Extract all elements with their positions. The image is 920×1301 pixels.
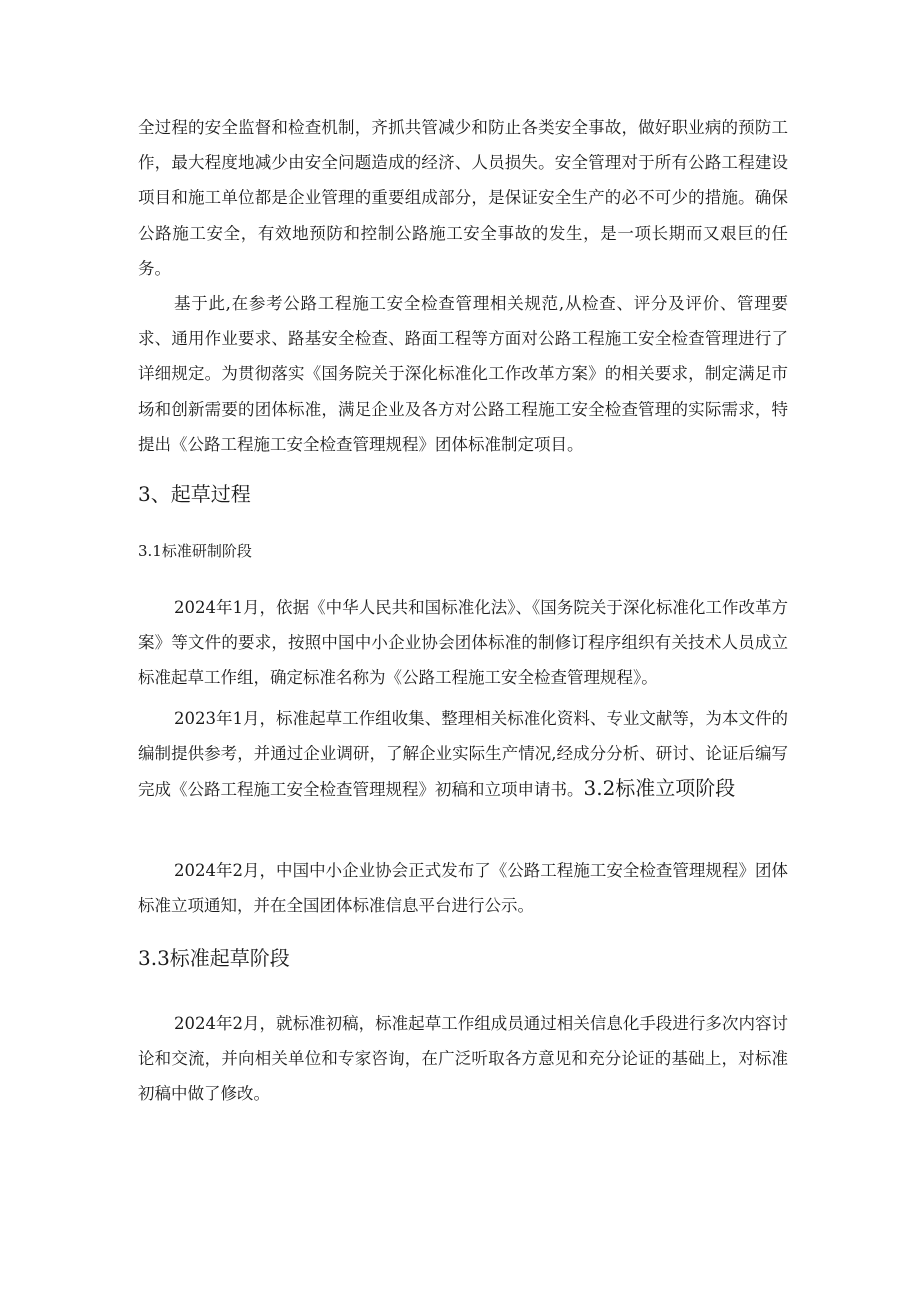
paragraph-safety-intro: 全过程的安全监督和检查机制，齐抓共管减少和防止各类安全事故，做好职业病的预防工作，最大程度地减少由安全问题造成的经济、人员损失。安全管理对于所有公路工程建设项目和施工单位都是企业管理的重要组成部分，是保证安全生产的必不可少的措施。确保公路施工安全，有效地预防和控制公路施工安全事故的发生，是一项长期而又艰巨的任务。	[138, 118, 788, 278]
paragraph-background: 基于此,在参考公路工程施工安全检查管理相关规范,从检查、评分及评价、管理要求、通用作业要求、路基安全检查、路面工程等方面对公路工程施工安全检查管理进行了详细规定。为贯彻落实《国务院关于深化标准化工作改革方案》的相关要求，制定满足市场和创新需要的团体标准，满足企业及各方对公路工程施工安全检查管理的实际需求，特提出《公路工程施工安全检查管理规程》团体标准制定项目。	[138, 294, 788, 454]
paragraph-research-jan-2024: 2024年1月，依据《中华人民共和国标准化法》、《国务院关于深化标准化工作改革方案》等文件的要求，按照中国中小企业协会团体标准的制修订程序组织有关技术人员成立标准起草工作组，确定标准名称为《公路工程施工安全检查管理规程》。	[138, 598, 788, 688]
paragraph-research-jan-2023-text: 2023年1月，标准起草工作组收集、整理相关标准化资料、专业文献等，为本文件的编制提供参考，并通过企业调研，了解企业实际生产情况,经成分分析、研讨、论证后编写完成《公路工程施工安全检查管理规程》初稿和立项申请书。	[138, 709, 788, 800]
paragraph-research-jan-2023	[138, 701, 788, 808]
subheading-standard-research: 3.1标准研制阶段	[138, 542, 252, 560]
paragraph-drafting-feb-2024: 2024年2月，就标准初稿，标准起草工作组成员通过相关信息化手段进行多次内容讨论和交流，并向相关单位和专家咨询，在广泛听取各方意见和充分论证的基础上，对标准初稿中做了修改。	[138, 1014, 788, 1104]
subheading-project-approval: 3.2标准立项阶段	[583, 776, 736, 801]
subheading-drafting-stage: 3.3标准起草阶段	[138, 946, 290, 970]
section-heading-drafting-process: 3、起草过程	[138, 482, 251, 506]
paragraph-approval-notice: 2024年2月，中国中小企业协会正式发布了《公路工程施工安全检查管理规程》团体标准立项通知，并在全国团体标准信息平台进行公示。	[138, 861, 788, 916]
